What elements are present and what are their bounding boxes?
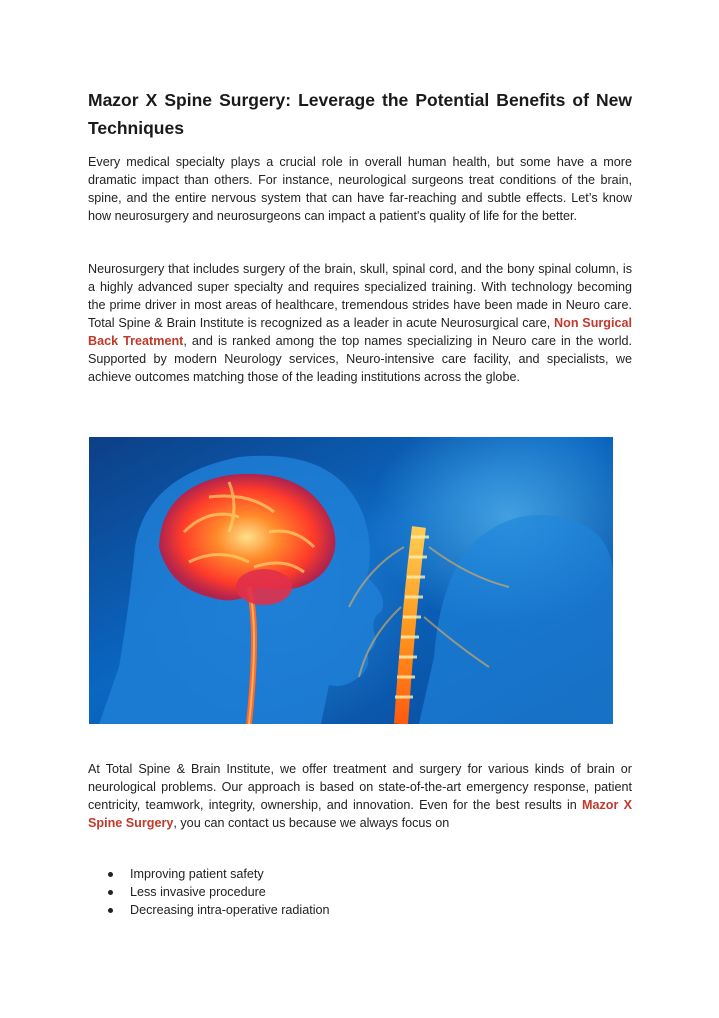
paragraph-text: , and is ranked among the top names specializing in Neuro care in the world. Supported by modern Neurology services, Neuro-intensive care facility, and specialists, we achieve outcomes matching those of the leading institutions across the globe. — [88, 334, 632, 384]
list-item-text: Less invasive procedure — [130, 885, 266, 899]
bullet-icon — [108, 908, 113, 913]
list-item — [108, 883, 330, 901]
document-title: Mazor X Spine Surgery: Leverage the Potential Benefits of New Techniques — [88, 90, 632, 138]
list-item — [108, 865, 330, 883]
list-item-text: Decreasing intra-operative radiation — [130, 903, 330, 917]
brain-spine-image — [89, 437, 613, 724]
paragraph-services — [88, 760, 632, 832]
paragraph-text: At Total Spine & Brain Institute, we offer treatment and surgery for various kinds of brain or neurological problems. Our approach is based on state-of-the-art emergency response, patient centricity, teamwork, integrity, ownership, and innovation. Even for the best results in — [88, 762, 632, 812]
paragraph-intro: Every medical specialty plays a crucial role in overall human health, but some have a more dramatic impact than others. For instance, neurological surgeons treat conditions of the brain, spine, and the entire nervous system that can have far-reaching and subtle effects. Let’s know how neurosurgery and neurosurgeons can impact a patient's quality of life for the better. — [88, 155, 632, 223]
non-surgical-back-treatment-link[interactable]: Non Surgical Back Treatment — [88, 316, 632, 348]
mazor-x-spine-surgery-link[interactable]: Mazor X Spine Surgery — [88, 798, 632, 830]
list-item-text: Improving patient safety — [130, 867, 264, 881]
paragraph-text: , you can contact us because we always focus on — [173, 816, 450, 830]
paragraph-neurosurgery — [88, 260, 632, 386]
bullet-icon — [108, 890, 113, 895]
paragraph-text: Neurosurgery that includes surgery of the brain, skull, spinal cord, and the bony spinal column, is a highly advanced super specialty and requires specialized training. With technology becoming the prime driver in most areas of healthcare, tremendous strides have been made in Neuro care. Total Spine & Brain Institute is recognized as a leader in acute Neurosurgical care, — [88, 262, 632, 330]
list-item — [108, 901, 330, 919]
focus-list — [108, 865, 330, 919]
bullet-icon — [108, 872, 113, 877]
